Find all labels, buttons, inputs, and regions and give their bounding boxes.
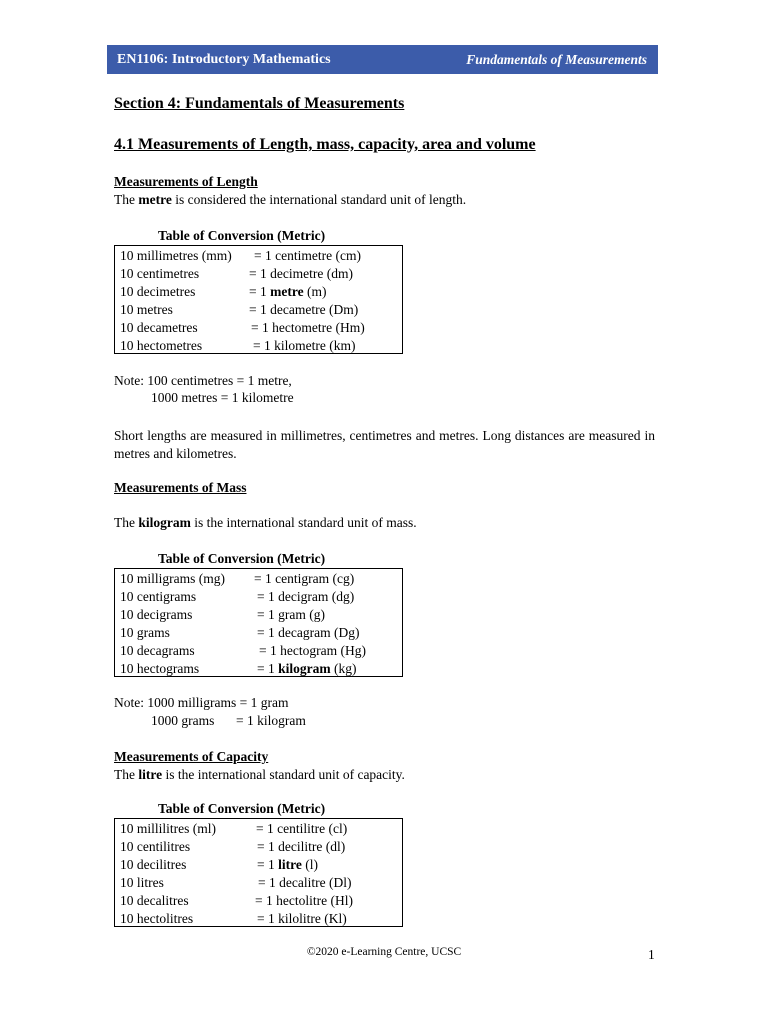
conversion-row bbox=[115, 606, 402, 624]
conversion-lhs: 10 metres bbox=[120, 302, 173, 317]
conversion-row bbox=[115, 588, 402, 606]
conversion-rhs: = 1 decigram (dg) bbox=[257, 589, 355, 604]
conversion-row bbox=[115, 892, 402, 910]
header-bar bbox=[107, 45, 658, 74]
conversion-rhs: = 1 metre (m) bbox=[249, 284, 327, 299]
conversion-lhs: 10 grams bbox=[120, 625, 170, 640]
conversion-rhs: = 1 decametre (Dm) bbox=[249, 302, 359, 317]
length-note-line-2: 1000 metres = 1 kilometre bbox=[151, 390, 294, 405]
conversion-rhs: = 1 kilolitre (Kl) bbox=[257, 911, 347, 926]
subsection-title: 4.1 Measurements of Length, mass, capacity, area and volume bbox=[114, 136, 536, 153]
conversion-row bbox=[115, 265, 402, 283]
conversion-lhs: 10 decigrams bbox=[120, 607, 193, 622]
course-title: EN1106: Introductory Mathematics bbox=[117, 51, 331, 67]
conversion-row bbox=[115, 283, 402, 301]
conversion-rhs: = 1 centigram (cg) bbox=[254, 571, 355, 586]
conversion-rhs: = 1 gram (g) bbox=[257, 607, 325, 622]
mass-heading: Measurements of Mass bbox=[114, 480, 247, 495]
topic-title: Fundamentals of Measurements bbox=[466, 51, 647, 67]
mass-note-line-2b: = 1 kilogram bbox=[236, 713, 306, 728]
conversion-lhs: 10 decimetres bbox=[120, 284, 196, 299]
capacity-heading: Measurements of Capacity bbox=[114, 749, 269, 764]
conversion-lhs: 10 centilitres bbox=[120, 839, 191, 854]
conversion-rhs: = 1 decimetre (dm) bbox=[249, 266, 353, 281]
conversion-rhs: = 1 litre (l) bbox=[257, 857, 318, 872]
conversion-row bbox=[115, 910, 402, 928]
conversion-rhs: = 1 decilitre (dl) bbox=[257, 839, 346, 854]
conversion-lhs: 10 decametres bbox=[120, 320, 198, 335]
conversion-rhs: = 1 decalitre (Dl) bbox=[258, 875, 352, 890]
section-title: Section 4: Fundamentals of Measurements bbox=[114, 95, 405, 112]
conversion-lhs: 10 hectometres bbox=[120, 338, 203, 353]
conversion-lhs: 10 millilitres (ml) bbox=[120, 821, 216, 836]
conversion-row bbox=[115, 820, 402, 838]
conversion-lhs: 10 centigrams bbox=[120, 589, 197, 604]
length-conversion-table bbox=[114, 245, 403, 354]
page-number: 1 bbox=[648, 947, 655, 962]
mass-note-line-1: Note: 1000 milligrams = 1 gram bbox=[114, 695, 289, 710]
length-paragraph: Short lengths are measured in millimetres, centimetres and metres. Long distances are measured in metres and kilometres. bbox=[114, 428, 655, 461]
conversion-rhs: = 1 hectometre (Hm) bbox=[251, 320, 365, 335]
conversion-rhs: = 1 kilogram (kg) bbox=[257, 661, 357, 676]
conversion-lhs: 10 decilitres bbox=[120, 857, 187, 872]
conversion-lhs: 10 decalitres bbox=[120, 893, 189, 908]
conversion-row bbox=[115, 838, 402, 856]
mass-note-line-2a: 1000 grams bbox=[151, 713, 215, 728]
conversion-rhs: = 1 hectolitre (Hl) bbox=[255, 893, 353, 908]
conversion-row bbox=[115, 660, 402, 678]
conversion-lhs: 10 hectolitres bbox=[120, 911, 194, 926]
conversion-row bbox=[115, 642, 402, 660]
conversion-rhs: = 1 hectogram (Hg) bbox=[259, 643, 366, 658]
length-intro: The metre is considered the international standard unit of length. bbox=[114, 192, 467, 207]
mass-intro: The kilogram is the international standard unit of mass. bbox=[114, 515, 417, 530]
conversion-row bbox=[115, 337, 402, 355]
conversion-row bbox=[115, 247, 402, 265]
conversion-row bbox=[115, 319, 402, 337]
footer-copyright: ©2020 e-Learning Centre, UCSC bbox=[306, 946, 462, 958]
length-heading: Measurements of Length bbox=[114, 174, 258, 189]
conversion-lhs: 10 decagrams bbox=[120, 643, 195, 658]
conversion-rhs: = 1 decagram (Dg) bbox=[257, 625, 360, 640]
conversion-rhs: = 1 centilitre (cl) bbox=[256, 821, 348, 836]
conversion-rhs: = 1 kilometre (km) bbox=[253, 338, 356, 353]
capacity-table-caption: Table of Conversion (Metric) bbox=[158, 801, 326, 816]
mass-conversion-table bbox=[114, 568, 403, 677]
mass-table-caption: Table of Conversion (Metric) bbox=[158, 551, 326, 566]
conversion-lhs: 10 millimetres (mm) bbox=[120, 248, 232, 263]
conversion-row bbox=[115, 624, 402, 642]
capacity-conversion-table bbox=[114, 818, 403, 927]
conversion-row bbox=[115, 570, 402, 588]
conversion-lhs: 10 milligrams (mg) bbox=[120, 571, 225, 586]
conversion-lhs: 10 litres bbox=[120, 875, 164, 890]
length-note-line-1: Note: 100 centimetres = 1 metre, bbox=[114, 373, 292, 388]
capacity-intro: The litre is the international standard unit of capacity. bbox=[114, 767, 405, 782]
conversion-rhs: = 1 centimetre (cm) bbox=[254, 248, 361, 263]
conversion-lhs: 10 centimetres bbox=[120, 266, 200, 281]
conversion-row bbox=[115, 301, 402, 319]
length-table-caption: Table of Conversion (Metric) bbox=[158, 228, 326, 243]
conversion-lhs: 10 hectograms bbox=[120, 661, 200, 676]
conversion-row bbox=[115, 874, 402, 892]
conversion-row bbox=[115, 856, 402, 874]
